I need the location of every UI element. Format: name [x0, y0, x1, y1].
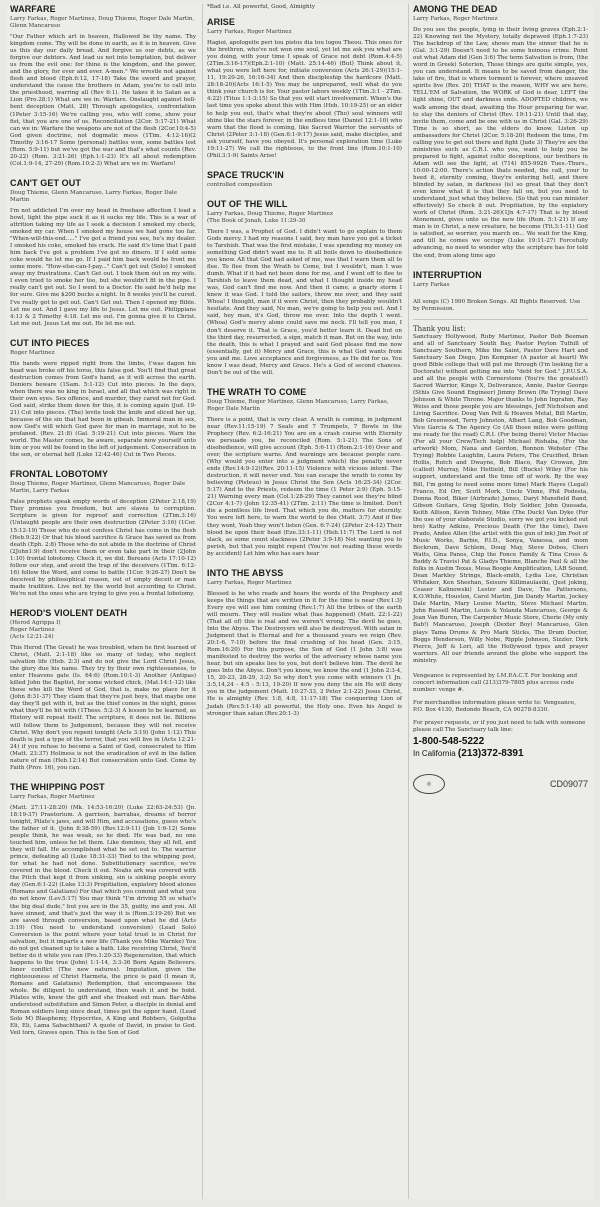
song-title: SPACE TRUCK'IN: [207, 169, 284, 180]
lyric-sheet: [6, 4, 594, 1199]
song-credits: Larry Farkas, Roger Martinez: [207, 29, 292, 36]
song-title: THE WHIPPING POST: [10, 781, 105, 792]
song-lyrics: Do you see the people, lying in their living graves (Eph.2:1-22) Knowing not the Mystery, totally depraved (Eph.1:7-23) The backdrop of the Law, shows man the sinner that he is (Gal. 3:1-29) Doesn't need to be some heinous crime. Point out what Adam did (Gen 3:6) The term Salvation is from, (the word in Greek) Soterion, Those things are quite simple, yes, you can understand. It means to be saved from danger, the lake of fire, that is where torment is forever, where unsaved spirits live (Rev. 20) THAT is the reason, WHY we are here, TELL'EM of Salvation, the WORK of God is dear, LEFT the light shine, OUT and darkness ends. ADOPTED children, we walk among the dead, awaiting the Hour preparing for war, to slay the deniers of Christ (Rev. 19:11-21) Until that day, invite them, come and be one with us in Christ (Gal. 3:26-29) Time is so short, as the elders do know. Listen up ambassadors for Christ (2Cor. 5:18-20) Redeem the time, I'm calling you to get out there and fight (Jude 3) They're are the ministries such as C.R.I. who you, want to help you be prepared to fight, against cultic deceptions, our brothers in Adam will see the light, at (714) 855-9926 Tues.-Thurs., 10:00-12:00. There's action thats needed, the call, your to heed it, eternity coming, they're entering hell, and there blinded by satan, in darkness (is) so great that they don't even know what it is that they fall on, but you need to understand, just what they believe. (So that you can minister effectively) So check it out. Propitiation, by the expiatory work of Christ (Rom. 3:21-26)(1Jn 4:7-17) That is by blood Atonement, gives unto us the new life (Rom. 5:1-21) If any man is in Christ, a new creature, he become (Tit.3:1-11) God is satisfied, so worrier, you march on... We wait for the King, and till he comes we occupy (Luke 19:11-27) Forcefully advancing, no need to wonder why the scripture has for told the end, from along time ago: [413, 27, 588, 259]
song-space-truckin: [207, 170, 402, 189]
toll-free-phone: 1-800-548-5222: [413, 735, 485, 747]
song-the-wrath-to-come: [207, 387, 402, 558]
song-credits: Larry Farkas, Roger Martinez: [10, 793, 95, 800]
song-lyrics: There I was, a Prophet of God. I didn't want to go explain to them Gods mercy. I had my reasons I said, hey man have you got a ticket to Tarshish. That was the first mistake, I was spending my money on something God didn't want me to. It all boils down to disobedience you know. All that God had asked of me, was that I warn them all to flee. To flee from the Wrath to Come, but I wouldn't, man I was dumb. What if it had not been done for me, and I went off to flee to Tarshish to leave them dead, and what I thought inside my head was, God can't find me now. And then it came, a gnarly storm I knew it was God. I told the sailors, throw me over, and they said Whoa! I thought, man if it were Christ, then they probably wouldn't hesitate. And they said, No man, we're going to help you out. And I said, hey man, it's God, throw me over. Into the depth I went. (Whoa) God's mercy alone could save me neck. I'll tell you man, I don't deserve it. That is Grace, you'd better learn it. Dead but on the third day, resurrected, a sign, match it man. But on the way, into the death, this is what I prayed and said God please find me now (essentially, get it) Mercy and Grace, this is what God wants from you and me. Love acceptance and forgiveness, as He did for us. You know I was dead, Mercy and Grace. He's a God of second chances. Don't be out of the will.: [207, 228, 402, 376]
song-the-whipping-post: [10, 782, 196, 1038]
california-phone-line: [413, 748, 588, 760]
song-interruption: [413, 270, 588, 289]
song-credits: Doug Thieme, Roger Martinez, Glenn Mancaruso, Roger Dale Martin, Larry Farkas: [10, 481, 186, 495]
song-lyrics: Hagioi, apologeite peri tou pistos dia tou logou Theou. This ones for the brethren, who've not won one soul, yet let me ask you what are you doing, with your time I speak of Grace not debt (Rom.4:4-5)(2Tim.3:16-17)(Eph.2:1-10) (Matt. 25:14-46) (But) Think about it, what you were left here for, initiate conversion (Acts 26:1-29)(15:1-11, 19:20-26, 16:16-34) And then discipleship the hardcore (Matt. 28:18-20)(Acts 16:1-5) You may be unprepared, well what do you think your church is for. Your pastor labors weekly (1Tim.3:1 - 2Tim. 4:22) (Titus 1:1-3:15) So that you will start involvement. When's the last time you spoke about this with Him (Heb. 10:19-25) or an elder to help you out, that's what they're about (Tho) soul winners will shine like the stars forever, in the endless time (Daniel 12:1-10) who warn that the flood is coming, like Sacred Warrior the servants of Christ (2Peter 3:1-18) (Gen.6:1-9:17) Jesus said, make disciples, and ask yourself, have you obeyed. It's personal exploration time (Luke 19:11-27) We call the righteous, to the front line (Rom.10:1-10) (Phil.3:1-9) Saints Arise!: [207, 40, 402, 159]
column-left: [6, 4, 202, 1199]
song-credits: Larry Farkas, Roger Martinez: [207, 579, 292, 586]
song-arise: [207, 17, 402, 160]
song-credits: Roger Martinez: [10, 349, 55, 356]
song-among-the-dead: [413, 4, 588, 260]
catalog-number: CD09077: [549, 778, 588, 789]
footnote: [207, 4, 402, 11]
song-lyrics: His hands were ripped right from the limbs, t'was dagon his head was broke off his torso, this false god. You'll find that great destruction comes from God's hand, as it will across the earth. Deniers beware (1Sam. 5:1-12) Cut into pieces. In the days, when there was no king in Israel, and all that which was right in their own eyes. Sex offence, and murder, they cared not for God. God said, strike them down for this, it is coming again (Jud. 19-21) Cut into pieces. (The) levite took the knife and sliced her up, because of the sin that had been in gibeah. Immoral man in sex, now God's will which God gave for man in marriage, not to be profaned. (Rev. 21:8) (Gal. 5:19-21) Cut into pieces. Warn the world. The Master comes, be aware, separate now yourself unto him or you will be found in the left of judgement. Consecration in the son, or eternal hell (Luke 12:42-46) Cut in Two Pieces.: [10, 360, 196, 459]
song-credits: Larry Farkas, Doug Thieme, Roger Martinez (The Book of Jonah, Luke 11:29-30: [207, 210, 333, 224]
song-title: FRONTAL LOBOTOMY: [10, 469, 109, 480]
song-herods-violent-death: [10, 608, 196, 772]
california-phone: (213)372-8391: [457, 747, 524, 759]
song-lyrics: False prophets speak empty words of deception (2Peter 2:18,19) They promise you freedom, but are slaves to corruption. Scripture is given for reproof and correction (2Tim.3:16) (Untaught people are their own destruction (2Peter 3:16) (1Cor. 15:12-19) Those who do not confess Christ has come in the flesh (Heb.9:22) Or that his blood sacrifice & Grace has saved us from death (Eph. 2:8) Those who do not abide in the doctrine of Christ (2John1:9) don't receive them or even take part in their (2John 1:10) frontal lobotomy. Check it, we did. Bereans (Acts 17:10-12) follow our step, and avoid the trap of the deceivers (1Tim. 6:12-16) follow the Word, and come to battle (1Cor. 9:26-27) Don't be deceived by philosophical reason, out of empty deceit or man made tradition. Live not by the world but according to Christ. We're not the ones who are trying to give you a frontal lobotomy.: [10, 499, 196, 597]
song-cut-into-pieces: [10, 338, 196, 460]
column-middle: [202, 4, 408, 1199]
song-title: INTO THE ABYSS: [207, 567, 284, 578]
song-title: AMONG THE DEAD: [413, 4, 498, 14]
song-frontal-lobotomy: [10, 469, 196, 598]
song-into-the-abyss: [207, 568, 402, 718]
song-credits: Doug Thieme, Roger Martinez, Glenn Mancaruso, Larry Farkas, Roger Dale Martin: [207, 398, 389, 412]
song-title: WARFARE: [10, 4, 56, 14]
label-logo-icon: ◎: [413, 774, 445, 794]
booking-info: Vengeance is represented by I.M.P.A.C.T. For booking and concert information call (213)379-7805 plus access code number: venge #.: [413, 672, 578, 693]
thanks-title: Thank you list:: [413, 324, 466, 333]
song-title: HEROD'S VIOLENT DEATH: [10, 608, 128, 618]
song-lyrics: This Herod (The Great) he was troubled, when he first learned of Christ, (Matt. 2:1-18) like so many of today, who neglect salvation life (Heb. 2:3) and do not give the Lord Christ Jesus, the glory due his name. They try by their own righteousness, to enter Heavens gate (Is. 64:6) (Rom.10:1-3) Another (Antipas) killed John the Baptist, for some wicked chick, (Mat.14:1-12) like those who kill the Word of God, that is, make no place for it (John 8:31-37) They claim that they're just boys, that maybe one day they'll get with it, but as the thief comes in the night, guess what they'll be hit with (1Thess. 5:2-3) A lesson to be learned, as History will repeat itself. The scripture, it does not lie. Billions will follow them to Judgement, because they will not receive Christ. Why don't you repent tonight (Acts 3:19) (John 1:12) This death is just a type of the terror, that you will live in (Acts 12:21-24) if you refuse to become a Saint of God, consecrated to Him (Matt. 23:37) Holiness is not the eradication of evil in the fallen nature of man (Heb.12:14) But consecration unto God. Come by Faith (Prov. 16), you can.: [10, 645, 196, 771]
song-title: INTERRUPTION: [413, 269, 482, 280]
merchandise-info: For merchandise information please write to: Vengeance, P.O. Box 4130, Redondo Beach, CA 90278-8330.: [413, 699, 576, 713]
song-out-of-the-will: [207, 199, 402, 377]
column-right: [408, 4, 594, 1199]
song-title: CAN'T GET OUT: [10, 177, 81, 188]
song-title: CUT INTO PIECES: [10, 337, 90, 348]
copyright-notice: All songs (C) 1990 Broken Songs. All Rights Reserved. Use by Permission.: [413, 298, 581, 312]
footnote-text: *Bad i.e. All powerful, Good, Almighty: [207, 4, 316, 10]
california-label: In California: [413, 748, 458, 758]
song-lyrics: "Our Father which art in heaven, Hallowed be thy name. Thy kingdom come. Thy will be done in earth, as it is in heaven. Give us this day our daily bread. And forgive us our debts, as we forgive our debtors. And lead us not into temptation, but deliver us from the evil one: for thine is the kingdom, and the power, and the glory, for ever and ever. A-men." We wrestle not against flesh and blood (Eph.6:12, 17-18) Take the sword and prayer, understand the cause the brothers in Adam, you're to call into the priesthood, warring all (Rev 6:1). He takes it to Satan as a Lion (Pro.28:1) What are we in: Warfare. Onslaught against hell-bent deception (Matt. 28) Through apologetics, confrontation (1Peter 3:15-16) We're calling you, who will come, show your fist, that you are one of us. Reconciliation (2Cor. 5:17-21) What can we in: Warfare the weapons are not of the flesh (2Cor.10:4-5) God given doctrine, not dogmatic mess (1Tim. 4:12-16)(2 Timothy 3:16-17 Some (personal) battles won, some battles lost (Rom. 5:9-11) but we've got the war and that's what counts (Rev. 20-22) (Rom. 3:21-26) (Eph.1:1-23) It's all about redemption (Col.1:9-14, 27-29) (Rom.10:2-3) What are we in: Warfare!: [10, 34, 196, 167]
song-cant-get-out: [10, 178, 196, 328]
song-title: ARISE: [207, 17, 236, 28]
song-credits: Larry Farkas, Roger Martinez: [413, 16, 498, 22]
song-credits: Larry Farkas: [413, 281, 450, 288]
prayer-info: For prayer requests, or if you just need to talk with someone please call The Sanctuary talk line:: [413, 719, 586, 733]
song-credits: controlled composition: [207, 181, 273, 188]
song-title: THE WRATH TO COME: [207, 386, 307, 397]
song-lyrics: There is a point, that is very clear. A wrath is coming, in judgment near (Rev.11:15-19) 7 Seals and 7 Trumpets, 7 Bowls in the Prophecy (Rev. 6:2-16:21) You are on a crash course with Eternity we persuade you, be reconciled (Rom. 5:1-21) The Sons of disobedience, will give account (Eph. 5:6-11) (Rom.2:1-16) Over and over, the scripture warns. And warnings are because people care. (Why would you enter into a judgment which) the penalty never ends (Rev.14:9-12)(Rev. 20:11-15) Violence with vicious intent. The destruction, it will never end. You can escape the wrath to come by believing (Pisteuo) in Jesus Christ the Son (Acts 16:25-34) (2Cor. 5:17) And to the Priests, redeem the time (1 Peter 2:9) (Eph. 5:15-21) Warning every man (Col.1:28-29) They cannot see they're blind (2Cor 4:1-7) (John 12:35-41) (2Tim. 2:11) The time is limited. Don't die a pointless life lived. That which you do, matters for eternity. You were left here, to warn the world to flee (Matt. 3:7) And if flee they wont, Yeah they won't listen (Gen. 6:7-24) (2Peter 2:4-12) Their blood be upon their head (Eze.33:1-11) (Heb.11:7) The Lord is not slack, as some count slackness (2Peter 3:9-18) Not wanting you to perish, but that you might repent (You're not reading these words by accident) Let him who has ears hear: [207, 416, 402, 557]
song-credits: Larry Farkas, Roger Martinez, Doug Thieme, Roger Dale Martin, Glenn Mancaruso: [10, 16, 195, 29]
song-warfare: [10, 4, 196, 168]
song-lyrics: Blessed is he who reads and hears the words of the Prophecy and keeps the things that are written in it for the time is near (Rev.1:3) Every eye will see him coming (Rev.1:7) All the tribes of the earth will mourn. They will realize what (has happened) (Matt. 22:1-22) (That all of) this is real and we weren't wrong. The devil he goes, Into the Abyss. The Destroyers will also be destroyed. With satan in Judgment that is Eternal and for a thousand years we reign (Rev. 20:1-6, 7-10) before the final crushing of his head (Gen. 3:15, Rom.16:20) For this purpose, the Son of God (1 John 3:8) was manifested to destroy the works of the adversary whose name you hear, but sin speaks lies to you, but don't believe him. The devil he goes Into the Abyss. Don't you know, we know the end (1 John 2:3-4, 15, 20-23, 28-29, 3:2) So why don't you come with winners (1 Jn. 3:5,14,24 - 4:5 - 5:13, 19-20) If now you deny the sin He will deny you in the judgement (Matt. 10:27-33, 2 Peter 2:1-22) Jesus Christ, He is almighty (Rev. 1:8, 4:8, 11:17-18) The conquering Lion of Judah (Rev.5:1-14) all powerful, the Holy one. Even his Angel is stronger than satan (Rev.20:1-3): [207, 590, 402, 717]
thanks-list: Sanctuary Hollywood, Ruby Martinez, Pastor Bob Beeman and all of Sanctuary South Bay, Pastor Peyton Tuthill of Sanctuary Southern, Mike the Saint, Pastor Dave Hart and Sanctuary San Diego, Jim Kempner (A pastor at heart) We good Bible college that will put me through (I'm looking for a Doctorate) without getting me into "debt for God." J.P.U.S.A. and all the people with Cornerstone (You're the greatest!) Sacred Warrior, Kings X, Deliverance, Annie, Pastor George (Sthis Give Sound Engineer) Jimmy Brown (Re Trying) Dave Johnson & White Throne. Major thanks to John Ingrahm, Ray Weiss and those people you are blessings, Jeff Nicholson and Living Sacrifice. Doug Van Pelt & Heaven Metal, Bill Martin, Bob Greenwood, Terry Johnston, Albert Lang, Bob Goodman, Vice Garcia & The Agency Co (All those miles were getting me ready for the road) C.R.I. (For being there) Victor Macias (For all your Crew/Tech help) Michael Rishaba, (For the artwork) Mom, Nana and Gordon, Ronnon Webster (The Trying) Robbie Laughlin, Laura Peters, The Crucified, Brian Hollis, Rutch and Dwayne, Bob Blaco, Ray Crowan, Jim (called) Murray, Mike Hettield, Bill (Bucks) Wiley (For his support, understand and the time off of work. By the way Bill, I'm going to need some more time) Mark Hayes (Legal) Franco, Ed Orr, Scott Mork, Uncle Vinne, Phil Podesta, Donna Rood, Biker (Airbrade) James, Daryl Mansfield Band, Gibson Guitars, Greg Sjodin, Holy Soldier, John Quesada, Keith Allison, Kevin Tehney, Mike (The Duck) Van Dyke (For the use of your elaborate Studio, sorry we got you kicked out bro) Kathy Adkins, Precious Death (For the time), Dave Prado, Andee Allen (the artist with the gun of ink) Jim Foot of Music Works, Barbie, P.I.D., Sonya, Vanessa, and mom Bockrum, Dave Schlem, Doug May, Steve Dobos, Cheri Watts, Gina Panos, Chip the Fonce Family & Tina Cross & Buddy & Travis) Pat & Gladys Thieme, Blanche Paul & all the folks in Austin Texas, Mesa Boogie Amplification, LAB Sound, Dean Markley Strings, Black-smith, Lydia Lee, Christian Whitaker, Ken Sheehan, Seisure Killimaulasiki, (Just joking, Ceaser Kalinowski) Lester and Dave, The Pattersons, K.O.White, Houston, Carol Martin, Jim Dandy Martin, Jockey Dale Martin, Mary Louise Martin, Steve Michael Martin, John Russell Martin, Louis & Yolanda Mancaruso, George & Joan Van Buren, The Carpenter Music Store, Cherie (My only Bab!) Mancaruso, Joseph (Dexter Boy) Mancaruso, Glen plays Tama Drums & Pro Mark Sticks, The Drum Doctor, Boggs Henderson, Willy Nobe, Ripple Johnson, Sizzler, Dirk Pierce, Jeff & Lori, all the Hollywood types and prayer warriors. All our friends around the globe who support the ministry.: [413, 333, 588, 664]
song-title: OUT OF THE WILL: [207, 198, 288, 209]
song-lyrics: (Matt. 27:11-28:20) (Mk. 14:53-16:20) (Luke 22:63-24:53) (Jn. 18:19-37) Praetorium. A garrison, barrabas, dreams of horror tonight, Pilate's jaws, and will Him, and accusations, guess who's the father of it. (John 8:38-59) (Rev.12:9-11) (Job 1:6-12) Some people think, he was weak, so he died. He was bad, no one touched him, unless he let them. Like dominos, they all fell, and they will fall. He accomplished what he set out to. The warrior prince, defeating all (Luke 18:31-33) Tied to the whipping post, for what he had not done. Substitutionary sacrifice, we're covered in the blood. Check it out. Noahs ark was covered with the Pitch that kept it from sinking, sin is sinking people every day (Gen.6:1-22) (Luke 13:3) Propitiation, expiatory blood atones (Romans and Galatians) For that which you commit and what you do not know (Lev.5:17) You may think "I'm driving 55 so what's the big deal dude," but you are in the 35, guilty, me and you. All have sinned, and that's just the way it is (Rom.3:19-26) But we are saved through conversion, based upon what he did (Acts 3:19) (You need to understand conversion) (Lead Solo) Conversion is the point where your total trust is in Christ for salvation, but it imparts a new life (Thank you Mike Warnke) You do not get cleaned up to take a bath. Like receiving Christ, You'd better do it while you can (Pro.1:20-33) Regeneration, that which happens to the true (John) 1:1-14, 3:3-36 Born Again Believers. Inner conflict (The new natures). Imputation, given the righteousness of Christ Harmeta, the price is paid (I mean it, Romans and Galatians) Redemption, that encompasses the whole. Be diligent to understand, then wash it and be bold. Pilates wife, knew the gift and she freaked out man. Bar-Abba understood substitution and Simon Peter, a disciple in denial and Roman soldiers long since dead, times get the upper hand. (Lead Solo M) Blasphemy, Hypocrites, A King and Robbers, Golgotha Eli, Eli, Lama Sabachthani? A quote of David, in praise to God. Veil torn, Graves open. This is the Son of God: [10, 804, 196, 1037]
song-lyrics: I'm not addicted I'm over my head in freebase affection I load a bowl, light the pipe suck it as it sucks my life. This is a war of attrition taking my life as I seek a decision I smoked my check, smoked my car. When I smoked my house we had gone too far. "When-will-this-end....." I've got a friend you see, he's my dealer. I smoked his coke, smoked his crack. He said it's time that I paid him back I've got a problem I've got no dinero. If I sold some coke would he let me go. If I paid him back would he front me some more. "How-else-can-I-pay..." Can't get out (Solo) I smoked away my frustrations. Can't Get out. I took them out on my wife. I even tried to smoke her too, but she wouldn't fit in the pipe. I really can't get out. So I went to a Doctor. He said he'd help me for sure. Give me $200 bucks a night. In 8 weeks you'll be cured. I've really got to get out. Can't Get out. Then I opened my Bible. Let me out. And I gave my life to Jesus. Let me out. Philippians 4:13 & 2 Timothy 4:18. Let me out. I'm gonna give it to Christ. Let me out. Jesus Let me out. He let me out.: [10, 207, 196, 327]
song-credits: Doug Thieme, Glenn Mancaruso, Larry Farkas, Roger Dale Martin: [10, 189, 178, 203]
footer-row: [413, 774, 588, 794]
divider: [413, 319, 588, 320]
song-credits: (Herod Agrippa I) Roger Martinez (Acts 12:21-24): [10, 620, 61, 640]
